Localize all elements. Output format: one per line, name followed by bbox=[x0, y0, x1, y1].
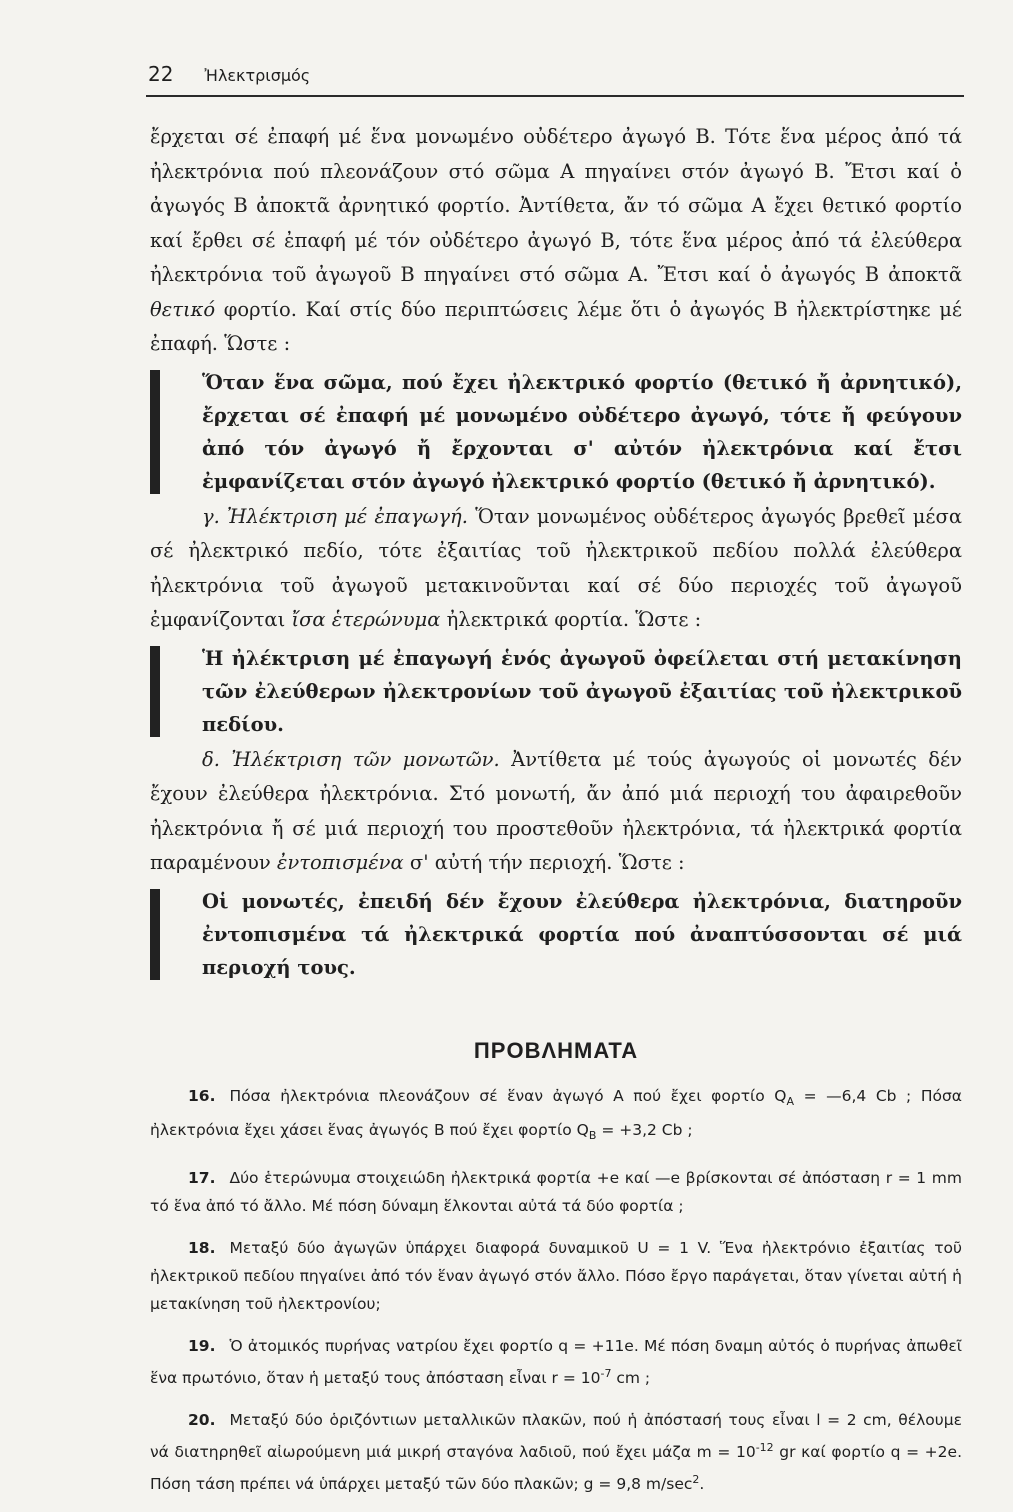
problem-text: Πόσα ἠλεκτρόνια πλεονάζουν σέ ἕναν ἀγωγό Α πού ἔχει φορτίο Q bbox=[229, 1086, 787, 1105]
page-header bbox=[148, 62, 960, 86]
problem-text: = +3,2 Cb ; bbox=[596, 1120, 693, 1139]
margin-bar bbox=[150, 370, 160, 494]
paragraph-text: Ἀντίθετα μέ τούς ἀγωγούς οἱ μονωτές δέν ἔχουν ἐλεύθερα ἠλεκτρόνια. Στό μονωτή, ἄν ἀπό μιά περιοχή του ἀφαιρεθοῦν ἠλεκτρόνια ἤ σέ μιά περιοχή του προστεθοῦν ἠλεκτρόνια, τά ἠλεκτρικά φορτία παραμένουν bbox=[150, 747, 962, 874]
superscript: -12 bbox=[755, 1440, 774, 1454]
running-title: Ἠλεκτρισμός bbox=[204, 66, 311, 85]
paragraph-text: ἠλεκτρικά φορτία. Ὥστε : bbox=[440, 608, 702, 631]
emphasis-text: ἐντοπισμένα bbox=[276, 851, 404, 874]
paragraph-contact bbox=[150, 120, 962, 362]
key-statement-induction bbox=[150, 642, 962, 741]
problem-16 bbox=[150, 1082, 962, 1150]
subsection-label: γ. Ἠλέκτριση μέ ἐπαγωγή. bbox=[202, 504, 468, 528]
problem-number: 19. bbox=[188, 1336, 216, 1355]
margin-bar bbox=[150, 889, 160, 980]
superscript: 2 bbox=[692, 1473, 700, 1486]
problem-20 bbox=[150, 1406, 962, 1498]
key-statement-contact bbox=[150, 366, 962, 498]
emphasis-text: θετικό bbox=[150, 297, 216, 321]
subsection-label: δ. Ἠλέκτριση τῶν μονωτῶν. bbox=[202, 747, 500, 771]
key-statement-text: Ἡ ἠλέκτριση μέ ἐπαγωγή ἑνός ἀγωγοῦ ὀφείλεται στή μετακίνηση τῶν ἐλεύθερων ἠλεκτρονίων τοῦ ἀγωγοῦ ἐξαιτίας τοῦ ἠλεκτρικοῦ πεδίου. bbox=[202, 646, 962, 736]
paragraph-text: φορτίο. Καί στίς δύο περιπτώσεις λέμε ὅτι ὁ ἀγωγός Β ἠλεκτρίστηκε μέ ἐπαφή. Ὥστε : bbox=[150, 297, 962, 355]
subscript: A bbox=[786, 1094, 795, 1108]
problems-heading: ΠΡΟΒΛΗΜΑΤΑ bbox=[473, 1037, 639, 1063]
problem-number: 20. bbox=[188, 1410, 216, 1429]
problem-text: gr καί φορτίο q = +2e. Πόση τάση πρέπει νά ὑπάρχει μεταξύ τῶν δύο πλακῶν; g = 9,8 m/sec bbox=[150, 1443, 962, 1494]
problem-number: 18. bbox=[188, 1238, 216, 1257]
margin-bar bbox=[150, 646, 160, 737]
problem-number: 16. bbox=[188, 1086, 216, 1105]
problem-text: = —6,4 Cb ; Πόσα ἠλεκτρόνια ἔχει χάσει ἕνας ἀγωγός Β πού ἔχει φορτίο Q bbox=[150, 1086, 962, 1139]
problem-number: 17. bbox=[188, 1168, 216, 1187]
key-statement-insulators bbox=[150, 885, 962, 984]
page-content bbox=[150, 120, 962, 1512]
subscript: B bbox=[588, 1128, 597, 1142]
problem-text: Μεταξύ δύο ὁριζόντιων μεταλλικῶν πλακῶν, πού ἡ ἀπόστασή τους εἶναι l = 2 cm, θέλουμε νά διατηρηθεῖ αἰωρούμενη μιά μικρή σταγόνα λαδιοῦ, πού ἔχει μάζα m = 10 bbox=[150, 1410, 962, 1461]
problem-17 bbox=[150, 1164, 962, 1220]
paragraph-insulators bbox=[150, 743, 962, 881]
key-statement-text: Οἱ μονωτές, ἐπειδή δέν ἔχουν ἐλεύθερα ἠλεκτρόνια, διατηροῦν ἐντοπισμένα τά ἠλεκτρικά φορτία πού ἀναπτύσσονται σέ μιά περιοχή τους. bbox=[202, 889, 962, 979]
paragraph-induction bbox=[150, 500, 962, 638]
problem-text: Ὁ ἀτομικός πυρήνας νατρίου ἔχει φορτίο q = +11e. Μέ πόση δναμη αὐτός ὁ πυρήνας ἀπωθεῖ ἕνα πρωτόνιο, ὅταν ἡ μεταξύ τους ἀπόσταση εἶναι r = 10 bbox=[150, 1336, 962, 1387]
key-statement-text: Ὅταν ἕνα σῶμα, πού ἔχει ἠλεκτρικό φορτίο (θετικό ἤ ἀρνητικό), ἔρχεται σέ ἐπαφή μέ μονωμένο οὐδέτερο ἀγωγό, τότε ἤ φεύγουν ἀπό τόν ἀγωγό ἤ ἔρχονται σ' αὐτόν ἠλεκτρόνια καί ἔτσι ἐμφανίζεται στόν ἀγωγό ἠλεκτρικό φορτίο (θετικό ἤ ἀρνητικό). bbox=[202, 370, 962, 493]
problem-text: cm ; bbox=[611, 1368, 651, 1387]
paragraph-text: Ὅταν μονωμένος οὐδέτερος ἀγωγός βρεθεῖ μέσα σέ ἠλεκτρικό πεδίο, τότε ἐξαιτίας τοῦ ἠλεκτρικοῦ πεδίου πολλά ἐλεύθερα ἠλεκτρόνια τοῦ ἀγωγοῦ μετακινοῦνται καί σέ δύο περιοχές τοῦ ἀγωγοῦ ἐμφανίζονται bbox=[150, 504, 962, 631]
problem-text: Δύο ἑτερώνυμα στοιχειώδη ἠλεκτρικά φορτία +e καί —e βρίσκονται σέ ἀπόσταση r = 1 mm τό ἕνα ἀπό τό ἄλλο. Μέ πόση δύναμη ἕλκονται αὐτά τά δύο φορτία ; bbox=[150, 1168, 962, 1215]
problem-text: Μεταξύ δύο ἀγωγῶν ὑπάρχει διαφορά δυναμικοῦ U = 1 V. Ἕνα ἠλεκτρόνιο ἐξαιτίας τοῦ ἠλεκτρικοῦ πεδίου πηγαίνει ἀπό τόν ἕναν ἀγωγό στόν ἄλλο. Πόσο ἔργο παράγεται, ὅταν γίνεται αὐτή ἡ μετακίνηση τοῦ ἠλεκτρονίου; bbox=[150, 1238, 962, 1313]
superscript: -7 bbox=[600, 1366, 612, 1380]
problem-18 bbox=[150, 1234, 962, 1318]
emphasis-text: ἴσα ἑτερώνυμα bbox=[291, 608, 441, 631]
problem-19 bbox=[150, 1332, 962, 1392]
paragraph-text: ἔρχεται σέ ἐπαφή μέ ἕνα μονωμένο οὐδέτερο ἀγωγό Β. Τότε ἕνα μέρος ἀπό τά ἠλεκτρόνια πού πλεονάζουν στό σῶμα Α πηγαίνει στόν ἀγωγό Β. Ἔτσι καί ὁ ἀγωγός Β ἀποκτᾶ ἀρνητικό φορτίο. Ἀντίθετα, ἄν τό σῶμα Α ἔχει θετικό φορτίο καί ἔρθει σέ ἐπαφή μέ τόν οὐδέτερο ἀγωγό Β, τότε ἕνα μέρος ἀπό τά ἐλεύθερα ἠλεκτρόνια τοῦ ἀγωγοῦ Β πηγαίνει στό σῶμα Α. Ἔτσι καί ὁ ἀγωγός Β ἀποκτᾶ bbox=[150, 125, 962, 286]
problem-text: . bbox=[699, 1475, 705, 1494]
header-rule bbox=[146, 95, 964, 97]
paragraph-text: σ' αὐτή τήν περιοχή. Ὥστε : bbox=[403, 851, 685, 874]
page-number: 22 bbox=[148, 62, 174, 86]
